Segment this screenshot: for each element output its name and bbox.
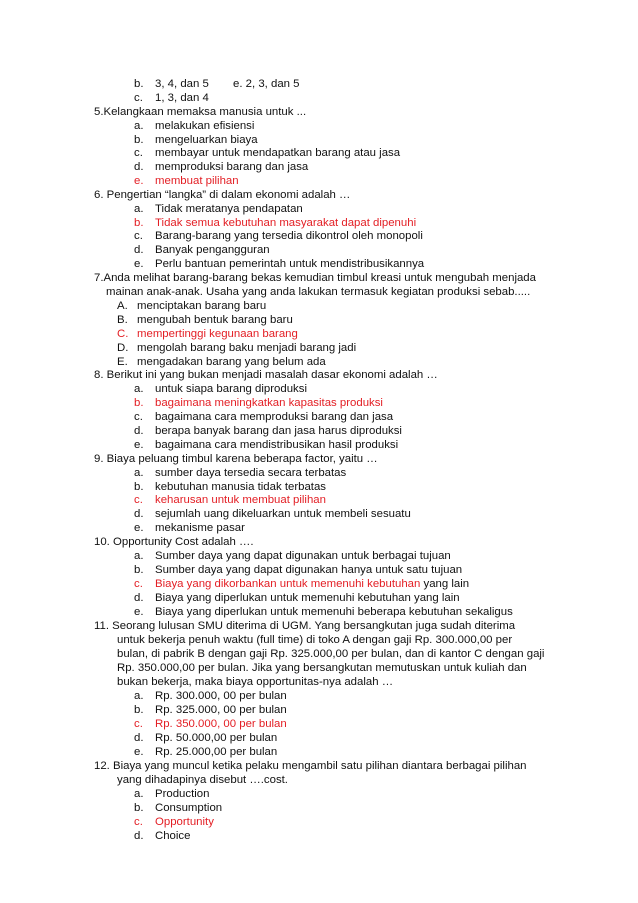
question-6-answer-text: Tidak semua kebutuhan masyarakat dapat dipenuhi	[155, 217, 417, 229]
question-8-stem: 8. Berikut ini yang bukan menjadi masalah dasar ekonomi adalah …	[94, 369, 438, 381]
question-6-option-d-text: Banyak pengangguran	[155, 244, 270, 256]
question-8-option-d-text: berapa banyak barang dan jasa harus diproduksi	[155, 425, 402, 437]
question-9-option-a-text: sumber daya tersedia secara terbatas	[155, 467, 347, 479]
question-10-option-a-text: Sumber daya yang dapat digunakan untuk berbagai tujuan	[155, 550, 451, 562]
question-5-option-d-letter: d.	[134, 161, 144, 173]
question-11-stem-line-2: untuk bekerja penuh waktu (full time) di toko A dengan gaji Rp. 300.000,00 per	[117, 634, 513, 646]
q4-option-b-text: 3, 4, dan 5	[155, 78, 209, 90]
question-5-option-a-letter: a.	[134, 120, 144, 132]
question-5-option-b-text: mengeluarkan biaya	[155, 134, 258, 146]
question-11-option-e-text: Rp. 25.000,00 per bulan	[155, 746, 278, 758]
question-6-option-a-letter: a.	[134, 203, 144, 215]
question-12-stem-line-1: 12. Biaya yang muncul ketika pelaku mengambil satu pilihan diantara berbagai pilihan	[94, 760, 527, 772]
question-11-stem-line-1: 11. Seorang lulusan SMU diterima di UGM. Yang bersangkutan juga sudah diterima	[94, 620, 516, 632]
question-7-option-d-text: mengolah barang baku menjadi barang jadi	[137, 342, 357, 354]
question-11-stem-line-5: bukan bekerja, maka biaya opportunitas-nya adalah …	[117, 676, 394, 688]
question-6-option-c-text: Barang-barang yang tersedia dikontrol oleh monopoli	[155, 230, 423, 242]
question-11-option-a-letter: a.	[134, 690, 144, 702]
question-5-option-d-text: memproduksi barang dan jasa	[155, 161, 309, 173]
question-10-option-e-letter: e.	[134, 606, 144, 618]
question-5-answer-text: membuat pilihan	[155, 175, 239, 187]
question-7-option-b-letter: B.	[117, 314, 128, 326]
question-7-option-e-letter: E.	[117, 356, 128, 368]
question-11-stem-line-3: bulan, di pabrik B dengan gaji Rp. 325.000,00 per bulan, dan di kantor C dengan gaji	[117, 648, 545, 660]
question-7-option-a-letter: A.	[117, 300, 128, 312]
question-12-option-c-letter: c.	[134, 816, 143, 828]
question-10-option-a-letter: a.	[134, 550, 144, 562]
question-8-option-c-letter: c.	[134, 411, 143, 423]
question-10-option-e-text: Biaya yang diperlukan untuk memenuhi beberapa kebutuhan sekaligus	[155, 606, 513, 618]
question-6-option-b-letter: b.	[134, 217, 144, 229]
question-10-stem: 10. Opportunity Cost adalah ….	[94, 536, 254, 548]
question-5-option-c-letter: c.	[134, 147, 143, 159]
question-7-answer-text: mempertinggi kegunaan barang	[137, 328, 298, 340]
q4-option-b-letter: b.	[134, 78, 144, 90]
question-9-option-b-letter: b.	[134, 481, 144, 493]
question-7-option-a-text: menciptakan barang baru	[137, 300, 267, 312]
question-9-option-b-text: kebutuhan manusia tidak terbatas	[155, 481, 326, 493]
q4-option-c-letter: c.	[134, 92, 143, 104]
question-8-option-a-text: untuk siapa barang diproduksi	[155, 383, 307, 395]
question-11-option-c-letter: c.	[134, 718, 143, 730]
question-8-option-e-letter: e.	[134, 439, 144, 451]
q4-option-c-text: 1, 3, dan 4	[155, 92, 209, 104]
question-5-stem: 5.Kelangkaan memaksa manusia untuk ...	[94, 106, 307, 118]
question-9-option-c-letter: c.	[134, 494, 143, 506]
question-11-answer-text: Rp. 350.000, 00 per bulan	[155, 718, 287, 730]
question-9-option-d-letter: d.	[134, 508, 144, 520]
question-10-answer-text: Biaya yang dikorbankan untuk memenuhi kebutuhan	[155, 578, 421, 590]
question-5-option-a-text: melakukan efisiensi	[155, 120, 255, 132]
question-9-option-e-text: mekanisme pasar	[155, 522, 245, 534]
question-6-option-d-letter: d.	[134, 244, 144, 256]
question-5-option-c-text: membayar untuk mendapatkan barang atau jasa	[155, 147, 401, 159]
question-7-option-b-text: mengubah bentuk barang baru	[137, 314, 293, 326]
question-6-stem: 6. Pengertian “langka” di dalam ekonomi adalah …	[94, 189, 351, 201]
question-11-option-d-text: Rp. 50.000,00 per bulan	[155, 732, 278, 744]
question-9-option-a-letter: a.	[134, 467, 144, 479]
question-5-option-e-letter: e.	[134, 175, 144, 187]
question-12-option-d-text: Choice	[155, 830, 191, 842]
question-11-option-b-letter: b.	[134, 704, 144, 716]
question-12-option-d-letter: d.	[134, 830, 144, 842]
question-12-option-b-text: Consumption	[155, 802, 223, 814]
question-8-option-b-letter: b.	[134, 397, 144, 409]
question-12-option-a-text: Production	[155, 788, 210, 800]
question-7-option-e-text: mengadakan barang yang belum ada	[137, 356, 326, 368]
question-10-option-b-letter: b.	[134, 564, 144, 576]
question-9-answer-text: keharusan untuk membuat pilihan	[155, 494, 326, 506]
question-7-option-d-letter: D.	[117, 342, 129, 354]
question-8-option-d-letter: d.	[134, 425, 144, 437]
question-10-option-c-tail: yang lain	[420, 578, 470, 590]
question-11-option-b-text: Rp. 325.000, 00 per bulan	[155, 704, 287, 716]
question-7-stem-line-1: 7.Anda melihat barang-barang bekas kemudian timbul kreasi untuk mengubah menjada	[94, 272, 536, 284]
question-6-option-e-letter: e.	[134, 258, 144, 270]
question-12-option-b-letter: b.	[134, 802, 144, 814]
question-12-answer-text: Opportunity	[155, 816, 214, 828]
question-11-stem-line-4: Rp. 350.000,00 per bulan. Jika yang bersangkutan memutuskan untuk kuliah dan	[117, 662, 527, 674]
question-9-option-d-text: sejumlah uang dikeluarkan untuk membeli sesuatu	[155, 508, 411, 520]
question-8-option-a-letter: a.	[134, 383, 144, 395]
question-10-option-b-text: Sumber daya yang dapat digunakan hanya untuk satu tujuan	[155, 564, 463, 576]
question-8-option-e-text: bagaimana cara mendistribusikan hasil produksi	[155, 439, 399, 451]
question-7-stem-line-2: mainan anak-anak. Usaha yang anda lakukan termasuk kegiatan produksi sebab.....	[106, 286, 531, 298]
question-10-option-d-text: Biaya yang diperlukan untuk memenuhi kebutuhan yang lain	[155, 592, 460, 604]
question-9-option-e-letter: e.	[134, 522, 144, 534]
question-11-option-d-letter: d.	[134, 732, 144, 744]
question-8-answer-text: bagaimana meningkatkan kapasitas produksi	[155, 397, 383, 409]
question-12-option-a-letter: a.	[134, 788, 144, 800]
q4-option-e-text: e. 2, 3, dan 5	[233, 78, 300, 90]
question-6-option-a-text: Tidak meratanya pendapatan	[155, 203, 303, 215]
question-5-option-b-letter: b.	[134, 134, 144, 146]
question-10-option-d-letter: d.	[134, 592, 144, 604]
question-11-option-a-text: Rp. 300.000, 00 per bulan	[155, 690, 287, 702]
question-11-option-e-letter: e.	[134, 746, 144, 758]
question-7-option-c-letter: C.	[117, 328, 129, 340]
question-9-stem: 9. Biaya peluang timbul karena beberapa factor, yaitu …	[94, 453, 378, 465]
question-6-option-c-letter: c.	[134, 230, 143, 242]
question-8-option-c-text: bagaimana cara memproduksi barang dan jasa	[155, 411, 394, 423]
question-10-option-c-letter: c.	[134, 578, 143, 590]
question-10-option-c-line	[155, 577, 469, 591]
question-12-stem-line-2: yang dihadapinya disebut ….cost.	[117, 774, 288, 786]
question-6-option-e-text: Perlu bantuan pemerintah untuk mendistribusikannya	[155, 258, 425, 270]
